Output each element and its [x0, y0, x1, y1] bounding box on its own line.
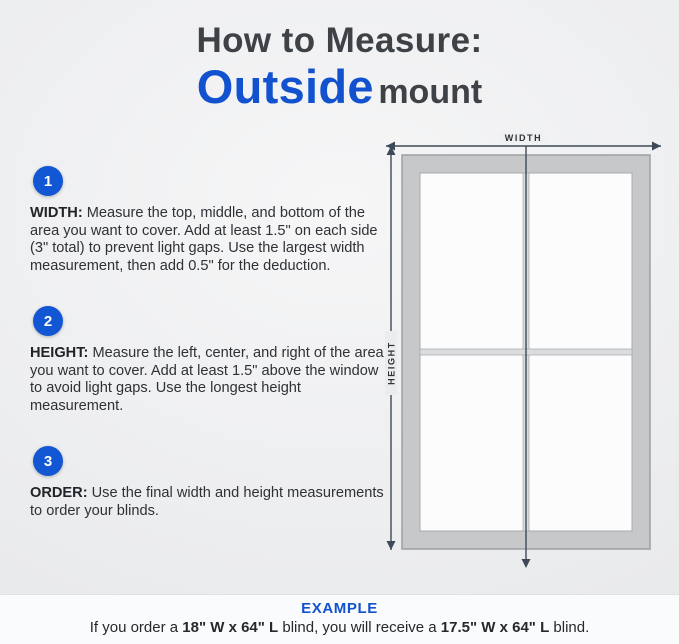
- step-3-badge: 3: [33, 446, 63, 476]
- window-measure-diagram: [366, 128, 672, 580]
- height-label: HEIGHT: [386, 341, 397, 385]
- step-3-body: Use the final width and height measurements to order your blinds.: [30, 485, 384, 519]
- step-1-badge: 1: [33, 166, 63, 196]
- step-2-body: Measure the left, center, and right of the area you want to cover. Add at least 1.5" above the window to avoid light gaps. Use the longest height measurement.: [30, 345, 384, 414]
- step-width: [30, 166, 384, 275]
- step-2-badge: 2: [33, 306, 63, 336]
- page-title-accent: Outside: [196, 59, 374, 113]
- example-suffix: blind.: [549, 619, 590, 636]
- example-footer: [0, 594, 679, 644]
- page-title-line1: How to Measure:: [196, 21, 483, 60]
- window-diagram-svg: [366, 128, 672, 580]
- center-arrow-down-icon: [522, 559, 531, 568]
- height-arrow-bottom-icon: [387, 541, 396, 550]
- example-middle: blind, you will receive a: [278, 619, 441, 636]
- step-1-text: [30, 205, 384, 275]
- width-arrow-right-icon: [652, 142, 661, 151]
- step-2-text: [30, 345, 384, 415]
- example-prefix: If you order a: [89, 619, 183, 636]
- header: [0, 22, 679, 113]
- example-heading: EXAMPLE: [301, 600, 378, 617]
- example-sentence: [0, 619, 679, 636]
- step-1-label: WIDTH:: [30, 205, 83, 221]
- page-title-rest: mount: [378, 72, 483, 111]
- step-3-text: [30, 485, 384, 520]
- example-receive-size: 17.5" W x 64" L: [440, 619, 550, 636]
- width-label: WIDTH: [504, 133, 543, 143]
- step-3-label: ORDER:: [30, 485, 88, 501]
- step-1-body: Measure the top, middle, and bottom of the area you want to cover. Add at least 1.5" on each side (3" total) to prevent light gaps. Use the largest width measurement, then add 0.5" for the deduction.: [30, 205, 378, 274]
- step-2-label: HEIGHT:: [30, 345, 89, 361]
- step-order: [30, 446, 384, 520]
- example-order-size: 18" W x 64" L: [182, 619, 279, 636]
- page-title-line2: [0, 59, 679, 113]
- step-height: [30, 306, 384, 415]
